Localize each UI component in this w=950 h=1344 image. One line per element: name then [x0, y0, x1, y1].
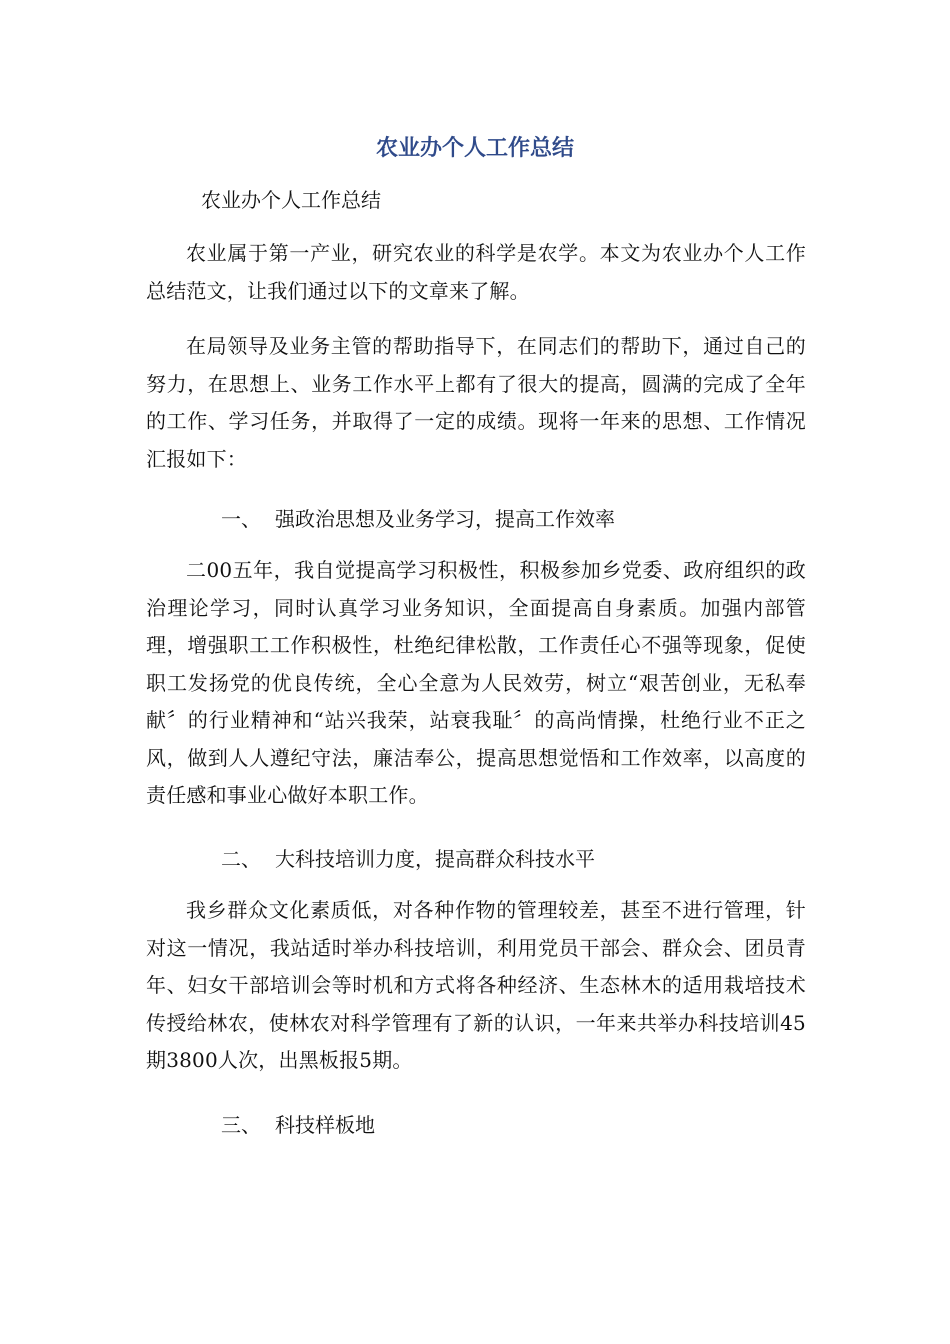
paragraph-section1-text: 二00五年，我自觉提高学习积极性，积极参加乡党委、政府组织的政治理论学习，同时认真学习业务知识，全面提高自身素质。加强内部管理，增强职工工作积极性，杜绝纪律松散，工作责任心不强等现象，促使职工发扬党的优良传统，全心全意为人民效劳，树立“艰苦创业，无私奉献〞的行业精神和“站兴我荣，站衰我耻〞的高尚情操，杜绝行业不正之风，做到人人遵纪守法，廉洁奉公，提高思想觉悟和工作效率，以高度的责任感和事业心做好本职工作。	[146, 558, 806, 807]
section-heading-1-text: 强政治思想及业务学习，提高工作效率	[275, 507, 615, 531]
paragraph-intro-text: 农业属于第一产业，研究农业的科学是农学。本文为农业办个人工作总结范文，让我们通过以下的文章来了解。	[146, 241, 806, 303]
document-title: 农业办个人工作总结	[375, 136, 574, 161]
section-heading-1	[221, 503, 615, 535]
section-heading-3-text: 科技样板地	[275, 1113, 375, 1137]
section-heading-2-text: 大科技培训力度，提高群众科技水平	[275, 847, 595, 871]
paragraph-section1	[146, 552, 806, 815]
paragraph-section2	[146, 892, 806, 1080]
section-heading-3-number: 三、	[221, 1113, 261, 1137]
paragraph-summary-text: 在局领导及业务主管的帮助指导下，在同志们的帮助下，通过自己的努力，在思想上、业务工作水平上都有了很大的提高，圆满的完成了全年的工作、学习任务，并取得了一定的成绩。现将一年来的思想、工作情况汇报如下：	[146, 334, 806, 471]
paragraph-section2-text: 我乡群众文化素质低，对各种作物的管理较差，甚至不进行管理，针对这一情况，我站适时举办科技培训，利用党员干部会、群众会、团员青年、妇女干部培训会等时机和方式将各种经济、生态林木的适用栽培技术传授给林农，使林农对科学管理有了新的认识，一年来共举办科技培训45期3800人次，出黑板报5期。	[146, 898, 806, 1072]
section-heading-2-number: 二、	[221, 847, 261, 871]
section-heading-2	[221, 843, 595, 875]
paragraph-intro	[146, 235, 806, 310]
section-heading-1-number: 一、	[221, 507, 261, 531]
paragraph-summary	[146, 328, 806, 478]
document-subtitle: 农业办个人工作总结	[201, 188, 381, 212]
section-heading-3	[221, 1109, 375, 1141]
